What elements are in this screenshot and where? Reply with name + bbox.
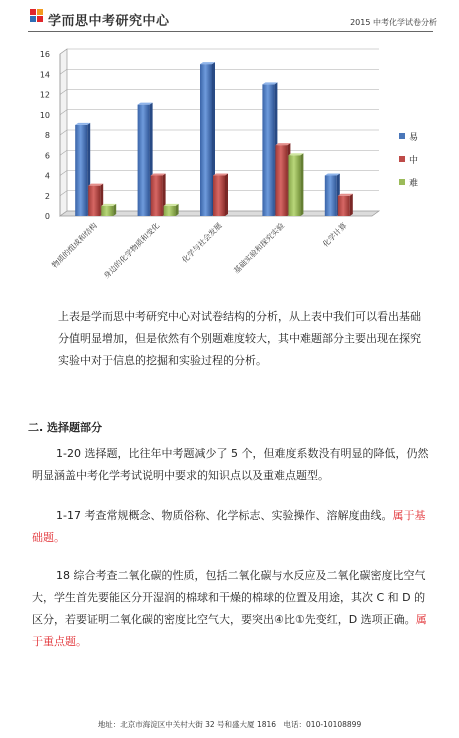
bar	[164, 206, 176, 216]
y-tick-label: 12	[39, 90, 50, 100]
paragraph-basic-questions	[32, 505, 432, 549]
bar	[275, 145, 287, 216]
bar	[338, 196, 350, 216]
category-label: 身边的化学物质和变化	[101, 221, 162, 281]
legend-swatch	[399, 179, 405, 185]
bar-side	[176, 204, 179, 216]
basic-questions-highlight: 属于基础题。	[32, 509, 426, 544]
y-tick-label: 8	[44, 131, 50, 140]
bar	[288, 155, 300, 216]
bar	[213, 176, 225, 217]
bar	[151, 176, 163, 217]
paragraph-question-18	[32, 565, 432, 653]
difficulty-bar-chart	[0, 38, 459, 298]
brand-name: 学而思中考研究中心	[48, 14, 170, 29]
bar-side	[300, 153, 303, 216]
plot-area	[40, 49, 418, 280]
y-tick-label: 4	[44, 171, 50, 181]
document-title: 2015 中考化学试卷分析	[350, 18, 437, 27]
y-tick-label: 14	[39, 70, 50, 80]
paragraph-question-count: 1-20 选择题，比往年中考题减少了 5 个，但难度系数没有明显的降低，仍然明显涵盖中考化学考试说明中要求的知识点以及重难点题型。	[32, 447, 429, 482]
brand-logo-icon	[30, 9, 44, 25]
chart-analysis-paragraph: 上表是学而思中考研究中心对试卷结构的分析，从上表中我们可以看出基础分值明显增加，但是依然有个别题难度较大，其中难题部分主要出现在探究实验中对于信息的挖掘和实验过程的分析。	[58, 310, 421, 367]
category-label: 物质的组成和结构	[50, 221, 99, 270]
section-title-multiple-choice: 二. 选择题部分	[28, 421, 103, 434]
bar	[88, 186, 100, 216]
y-tick-label: 16	[39, 50, 50, 59]
basic-questions-text: 1-17 考查常规概念、物质俗称、化学标志、实验操作、溶解度曲线。	[56, 509, 393, 522]
category-label: 基础实验和探究实验	[231, 221, 287, 276]
bar	[138, 105, 150, 216]
legend-label: 难	[409, 179, 419, 189]
legend-label: 中	[409, 156, 419, 166]
bar	[262, 84, 274, 216]
y-tick-label: 0	[44, 212, 50, 221]
legend-swatch	[399, 156, 405, 162]
header-divider	[28, 31, 433, 32]
category-label: 化学计算	[320, 221, 349, 249]
legend-label: 易	[409, 133, 419, 143]
bar	[75, 125, 87, 216]
bar	[200, 64, 212, 216]
bar	[101, 206, 113, 216]
y-tick-label: 10	[39, 110, 50, 120]
bar-side	[350, 194, 353, 216]
bar-side	[225, 174, 228, 217]
question-18-highlight: 属于重点题。	[32, 613, 427, 648]
y-tick-label: 6	[44, 151, 50, 161]
category-label: 化学与社会发展	[180, 221, 224, 265]
page-footer: 地址：北京市海淀区中关村大街 32 号和盛大厦 1816 电话：010-10108899	[97, 720, 362, 729]
page-header	[0, 0, 459, 34]
bar-side	[113, 204, 116, 216]
legend-swatch	[399, 133, 405, 139]
y-tick-label: 2	[44, 191, 50, 201]
bar	[325, 176, 337, 217]
question-18-text: 18 综合考查二氧化碳的性质，包括二氧化碳与水反应及二氧化碳密度比空气大，学生首先要能区分开湿润的棉球和干燥的棉球的位置及用途，其次 C 和 D 的区分，若要证明二氧化碳的密度比空气大，要突出④比①先变红，D 选项正确。	[32, 569, 426, 626]
